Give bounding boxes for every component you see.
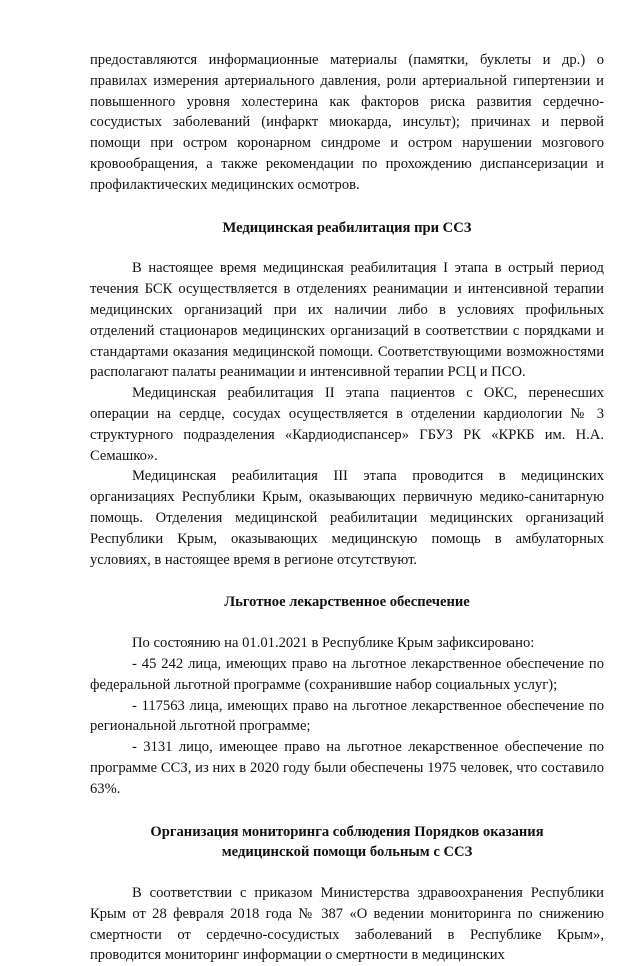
monitoring-heading (90, 822, 604, 864)
intro-paragraph: предоставляются информационные материалы (памятки, буклеты и др.) о правилах измерения артериального давления, роли артериальной гипертензии и повышенного уровня холестерина как факторов риска развития сердечно-сосудистых заболеваний (инфаркт миокарда, инсульт); причинах и первой помощи при остром коронарном синдроме и остром нарушении мозгового кровообращения, а также рекомендации по прохождению диспансеризации и профилактических медицинских осмотров. (90, 52, 604, 193)
monitoring-paragraph-1: В соответствии с приказом Министерства здравоохранения Республики Крым от 28 февраля 2018 года № 387 «О ведении мониторинга по снижению смертности от сердечно-сосудистых заболеваний в Республике Крым», проводится мониторинг информации о смертности в медицинских (90, 885, 604, 964)
rehab-heading: Медицинская реабилитация при ССЗ (222, 219, 472, 236)
rehab-paragraph-1: В настоящее время медицинская реабилитация I этапа в острый период течения БСК осуществляется в отделениях реанимации и интенсивной терапии медицинских организаций при их наличии либо в условиях профильных отделений стационаров медицинских организаций в соответствии с порядками и стандартами оказания медицинской помощи. Соответствующими возможностями располагают палаты реанимации и интенсивной терапии РСЦ и ПСО. (90, 260, 604, 381)
drugs-paragraph-3: - 117563 лица, имеющих право на льготное лекарственное обеспечение по региональной льготной программе; (90, 697, 604, 735)
rehab-paragraph-2: Медицинская реабилитация II этапа пациентов с ОКС, перенесших операции на сердце, сосудах осуществляется в отделении кардиологии № 3 структурного подразделения «Кардиодиспансер» ГБУЗ РК «КРКБ им. Н.А. Семашко». (90, 385, 604, 464)
drugs-paragraph-4: - 3131 лицо, имеющее право на льготное лекарственное обеспечение по программе ССЗ, из них в 2020 году были обеспечены 1975 человек, что составило 63%. (90, 739, 604, 797)
drugs-heading: Льготное лекарственное обеспечение (224, 594, 470, 611)
monitoring-heading-line-2: медицинской помощи больным с ССЗ (221, 844, 473, 861)
monitoring-heading-line-1: Организация мониторинга соблюдения Порядков оказания (150, 823, 544, 840)
drugs-paragraph-1: По состоянию на 01.01.2021 в Республике Крым зафиксировано: (132, 635, 535, 652)
rehab-paragraph-3: Медицинская реабилитация III этапа проводится в медицинских организациях Республики Крым, оказывающих первичную медико-санитарную помощь. Отделения медицинской реабилитации медицинских организаций Республики Крым, оказывающих медицинскую помощь в амбулаторных условиях, в настоящее время в регионе отсутствуют. (90, 468, 604, 568)
drugs-paragraph-2: - 45 242 лица, имеющих право на льготное лекарственное обеспечение по федеральной льготной программе (сохранившие набор социальных услуг); (90, 655, 604, 693)
